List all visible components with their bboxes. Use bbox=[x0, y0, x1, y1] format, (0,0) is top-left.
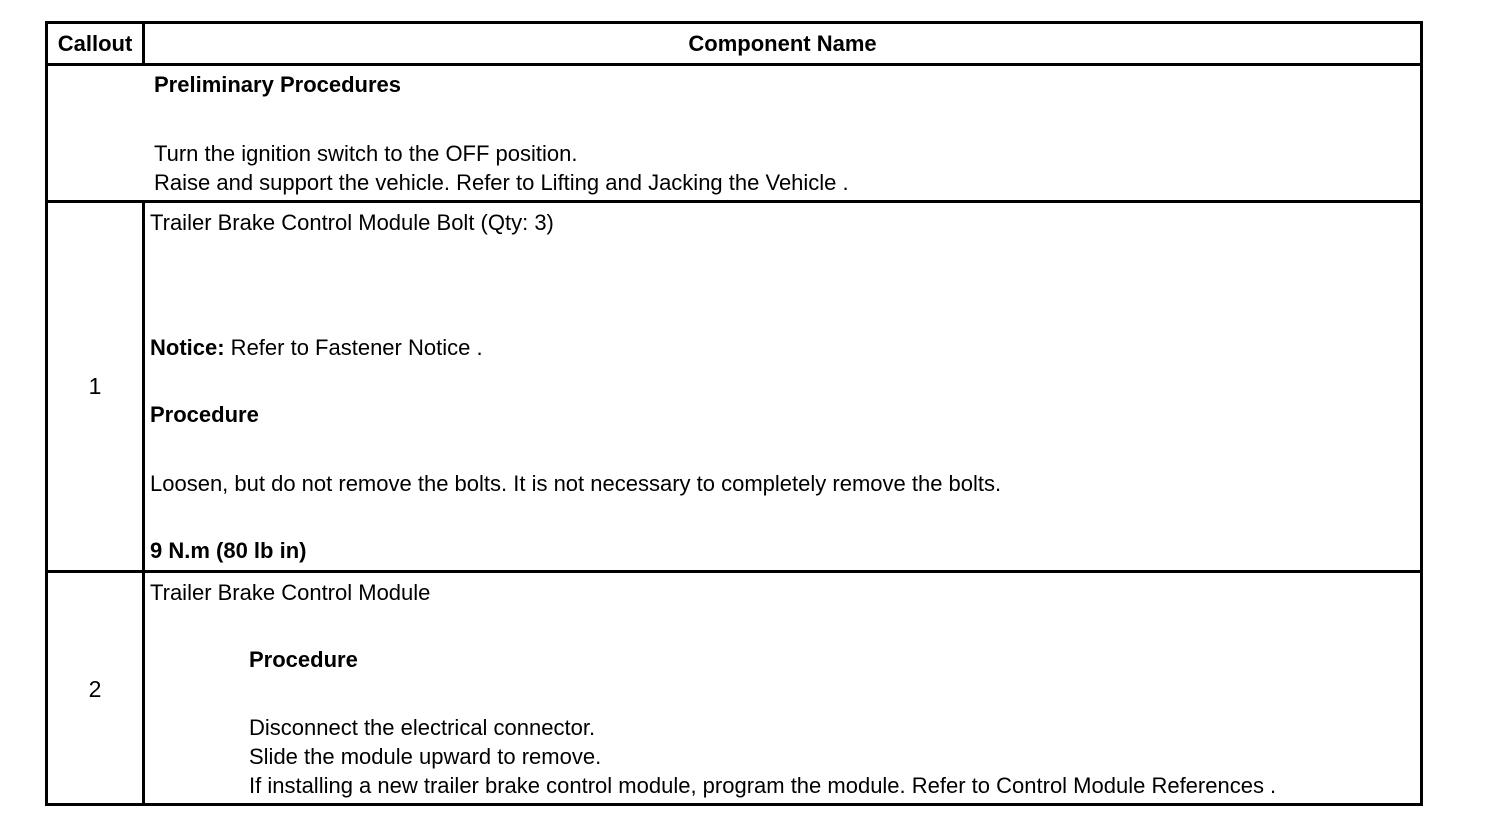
notice-text: Refer to Fastener Notice . bbox=[224, 335, 483, 360]
table-row bbox=[48, 573, 1420, 806]
column-divider bbox=[142, 203, 145, 570]
torque-spec: 9 N.m (80 lb in) bbox=[150, 538, 307, 563]
callout-column-header: Callout bbox=[57, 31, 133, 56]
preliminary-procedures-title: Preliminary Procedures bbox=[154, 72, 402, 97]
procedure-heading: Procedure bbox=[150, 402, 259, 427]
procedure-step: If installing a new trailer brake control module, program the module. Refer to Control Module References . bbox=[249, 773, 1277, 798]
preliminary-step: Raise and support the vehicle. Refer to Lifting and Jacking the Vehicle . bbox=[154, 170, 849, 195]
procedure-heading: Procedure bbox=[249, 647, 358, 672]
table-header-row bbox=[48, 24, 1420, 66]
callout-number: 1 bbox=[88, 373, 102, 399]
column-divider bbox=[142, 573, 145, 806]
procedure-step: Disconnect the electrical connector. bbox=[249, 715, 596, 740]
component-table bbox=[45, 21, 1423, 806]
notice-line bbox=[150, 333, 483, 362]
notice-label: Notice: bbox=[150, 335, 225, 360]
callout-number: 2 bbox=[88, 676, 102, 702]
component-name: Trailer Brake Control Module bbox=[150, 580, 431, 605]
procedure-step: Slide the module upward to remove. bbox=[249, 744, 602, 769]
procedure-step: Loosen, but do not remove the bolts. It is not necessary to completely remove the bolts. bbox=[150, 471, 1002, 496]
preliminary-step: Turn the ignition switch to the OFF position. bbox=[154, 141, 578, 166]
table-row bbox=[48, 203, 1420, 573]
component-name: Trailer Brake Control Module Bolt (Qty: 3) bbox=[150, 210, 554, 235]
preliminary-procedures-row bbox=[48, 66, 1420, 203]
component-name-column-header: Component Name bbox=[688, 31, 877, 56]
